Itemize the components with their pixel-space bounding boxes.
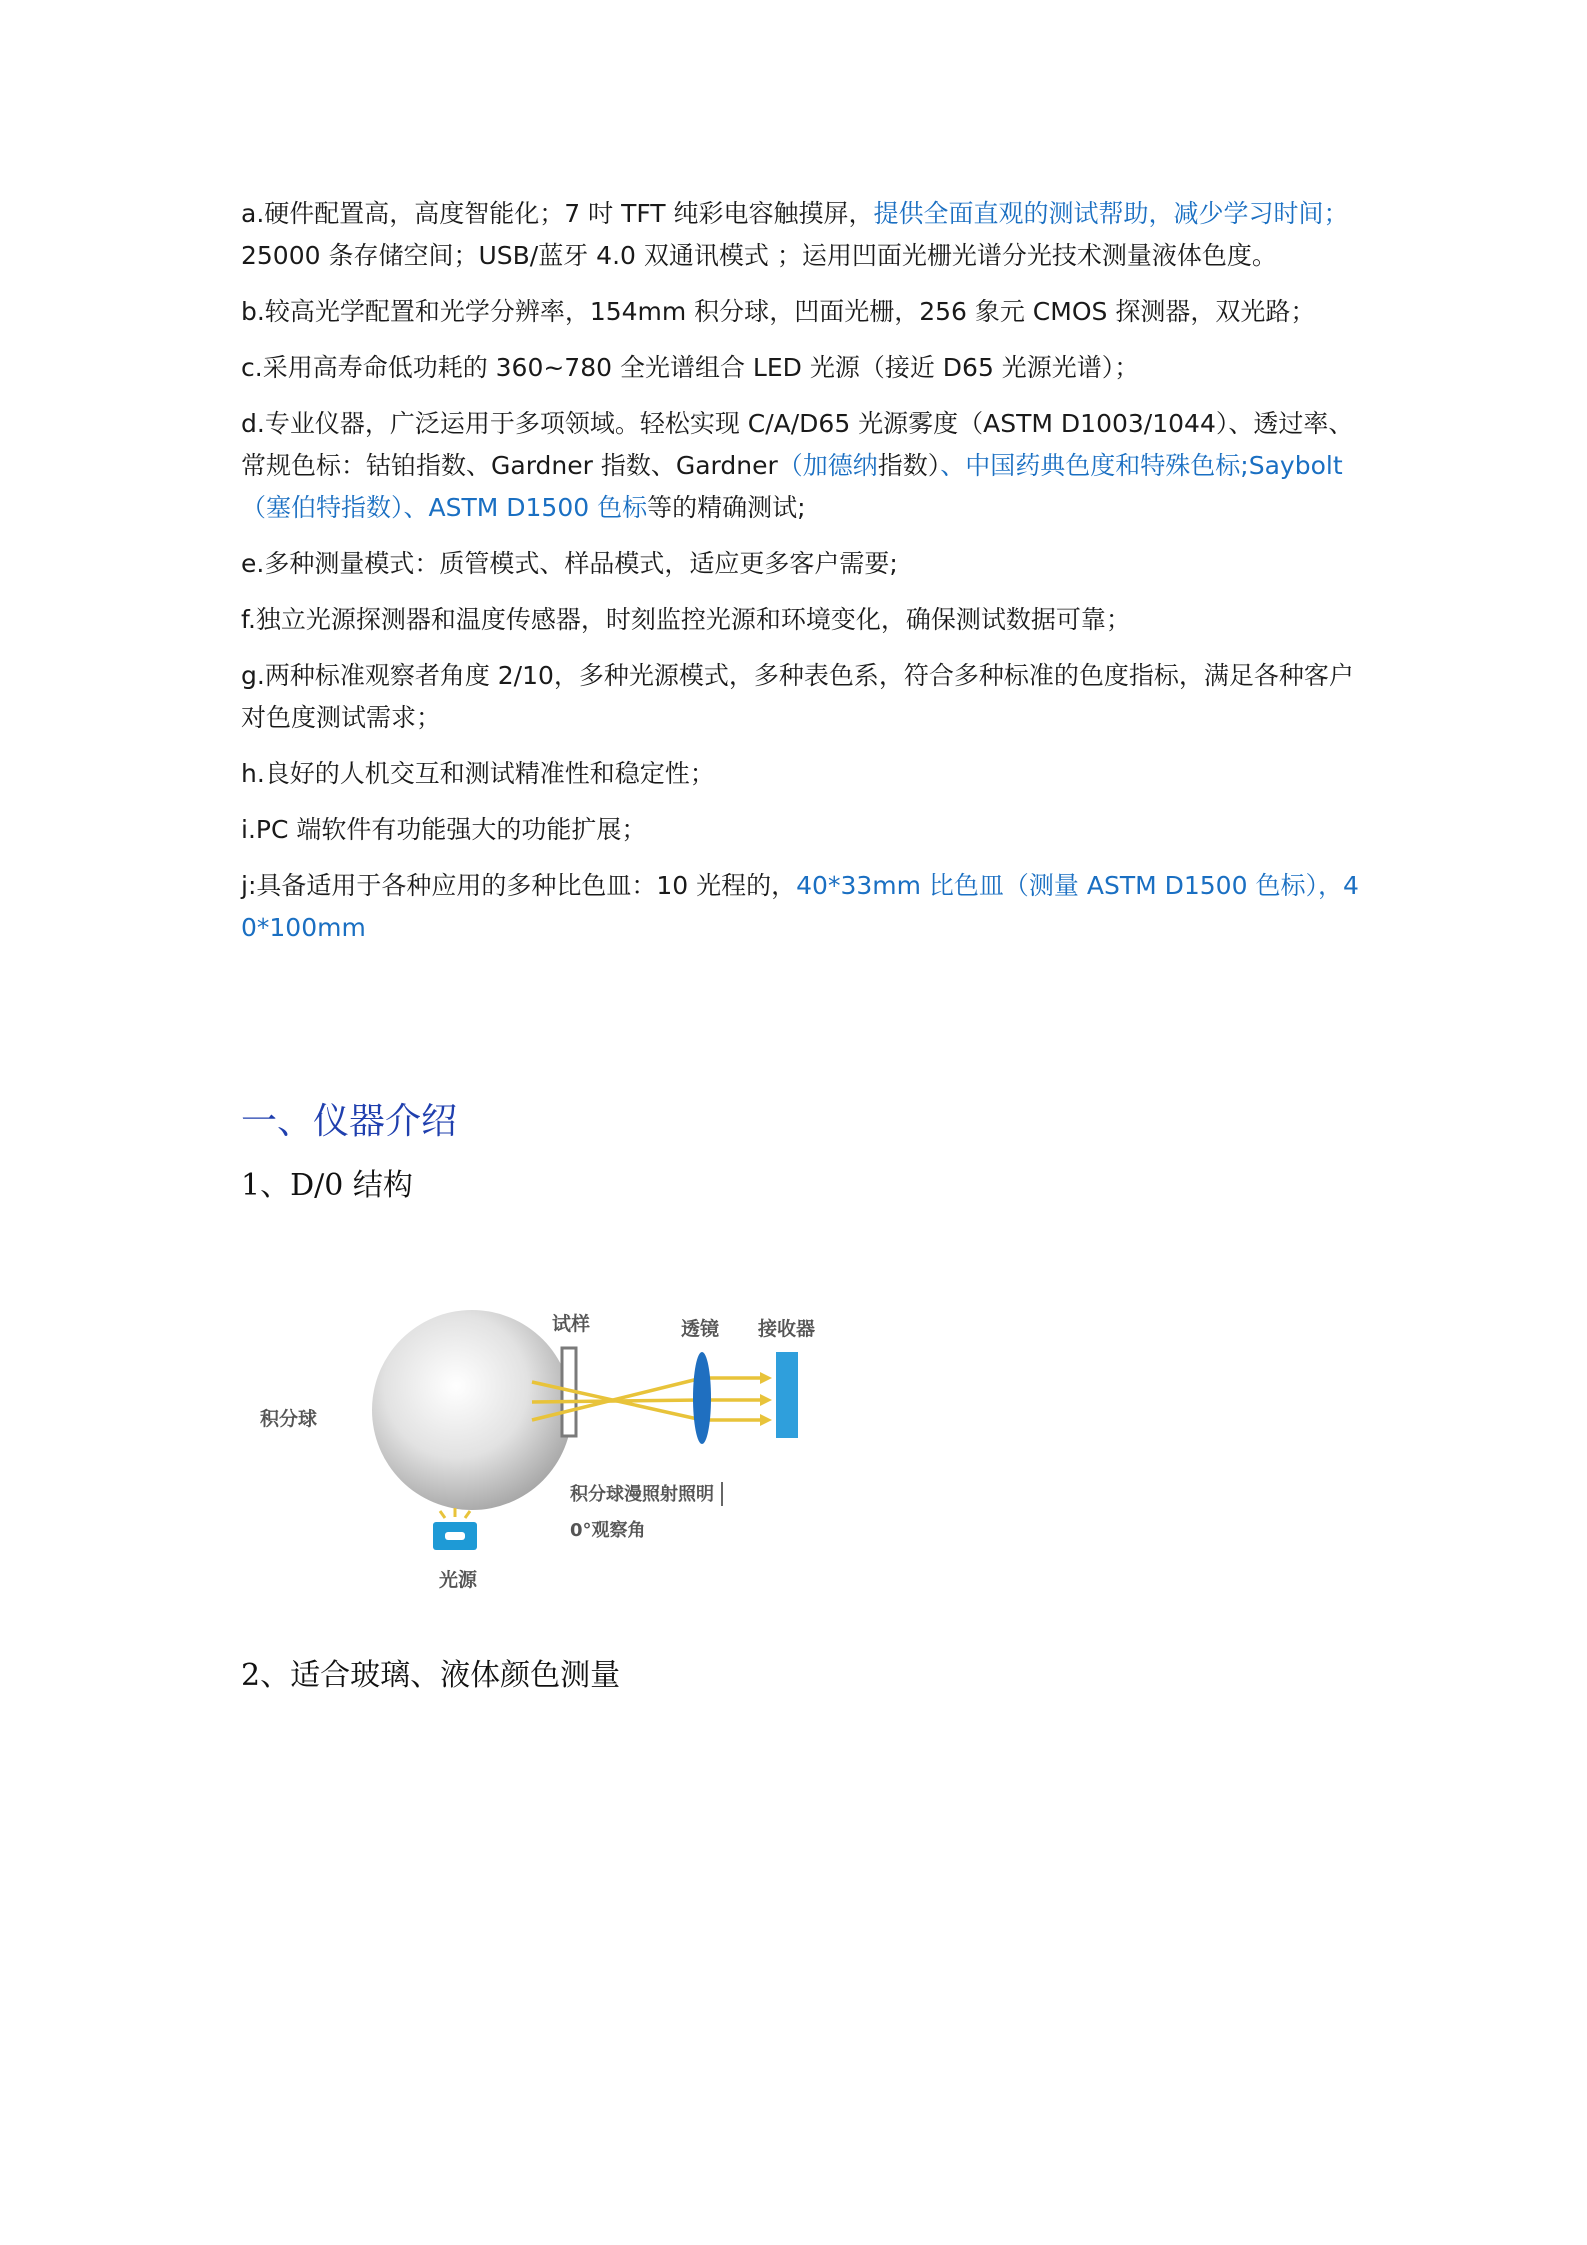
light-source-icon — [433, 1508, 477, 1550]
label-light-source: 光源 — [439, 1569, 478, 1591]
feature-highlight-text: 、中国药典色度和特殊色标;Saybolt（塞伯特指数）、ASTM D1500 色标 — [241, 451, 1343, 522]
subsection-title-structure: 1、D/0 结构 — [241, 1168, 413, 1203]
label-note-1: 积分球漫照射照明 — [570, 1484, 714, 1505]
arrow-2 — [760, 1394, 772, 1406]
feature-text: 等的精确测试; — [647, 493, 806, 522]
feature-item — [241, 655, 1361, 739]
feature-text: a.硬件配置高，高度智能化；7 吋 TFT 纯彩电容触摸屏， — [241, 199, 874, 228]
arrow-1 — [760, 1372, 772, 1384]
label-lens: 透镜 — [681, 1318, 720, 1340]
beam-arrows — [760, 1372, 772, 1426]
label-receiver: 接收器 — [758, 1318, 816, 1340]
feature-item — [241, 291, 1361, 333]
feature-text: d.专业仪器，广泛运用于多项领域。轻松实现 C/A/D65 光源雾度（ASTM D1003/1044）、透过率、常规色标：钴铂指数、Gardner 指数、Gardner — [241, 409, 1354, 480]
receiver — [776, 1352, 798, 1438]
feature-item — [241, 193, 1361, 277]
feature-highlight-text: 40*33mm 比色皿（测量 ASTM D1500 色标），40*100mm — [241, 871, 1359, 942]
integrating-sphere — [372, 1310, 572, 1510]
feature-highlight-text: （加德纳 — [777, 451, 878, 480]
arrow-3 — [760, 1414, 772, 1426]
feature-text: c.采用高寿命低功耗的 360~780 全光谱组合 LED 光源（接近 D65 光源光谱）； — [241, 353, 1140, 382]
feature-text: 指数） — [877, 451, 941, 480]
feature-item — [241, 543, 1361, 585]
feature-text: 25000 条存储空间；USB/蓝牙 4.0 双通讯模式 ；运用凹面光栅光谱分光技术测量液体色度。 — [241, 241, 1277, 270]
lens — [693, 1352, 711, 1444]
diagram-svg — [240, 1270, 860, 1610]
label-sphere: 积分球 — [260, 1408, 318, 1430]
feature-item — [241, 599, 1361, 641]
feature-text: g.两种标准观察者角度 2/10，多种光源模式，多种表色系，符合多种标准的色度指标，满足各种客户对色度测试需求； — [241, 661, 1354, 732]
feature-text: e.多种测量模式：质管模式、样品模式，适应更多客户需要; — [241, 549, 898, 578]
label-note-2: 0°观察角 — [570, 1520, 646, 1541]
feature-text: b.较高光学配置和光学分辨率，154mm 积分球，凹面光栅，256 象元 CMOS 探测器，双光路； — [241, 297, 1316, 326]
feature-item — [241, 809, 1361, 851]
beam-center — [532, 1400, 702, 1402]
section-title: 一、仪器介绍 — [241, 1101, 458, 1142]
feature-item — [241, 403, 1361, 529]
feature-item — [241, 347, 1361, 389]
feature-text: h.良好的人机交互和测试精准性和稳定性； — [241, 759, 715, 788]
feature-item — [241, 753, 1361, 795]
subsection-title-glass-liquid: 2、适合玻璃、液体颜色测量 — [241, 1658, 621, 1693]
feature-text: f.独立光源探测器和温度传感器，时刻监控光源和环境变化，确保测试数据可靠； — [241, 605, 1131, 634]
feature-text: j:具备适用于各种应用的多种比色皿：10 光程的， — [241, 871, 797, 900]
feature-highlight-text: 提供全面直观的测试帮助，减少学习时间； — [873, 199, 1349, 228]
label-sample: 试样 — [552, 1313, 591, 1335]
feature-text: i.PC 端软件有功能强大的功能扩展； — [241, 815, 647, 844]
d0-structure-diagram — [240, 1270, 860, 1610]
feature-list — [241, 193, 1361, 963]
feature-item — [241, 865, 1361, 949]
